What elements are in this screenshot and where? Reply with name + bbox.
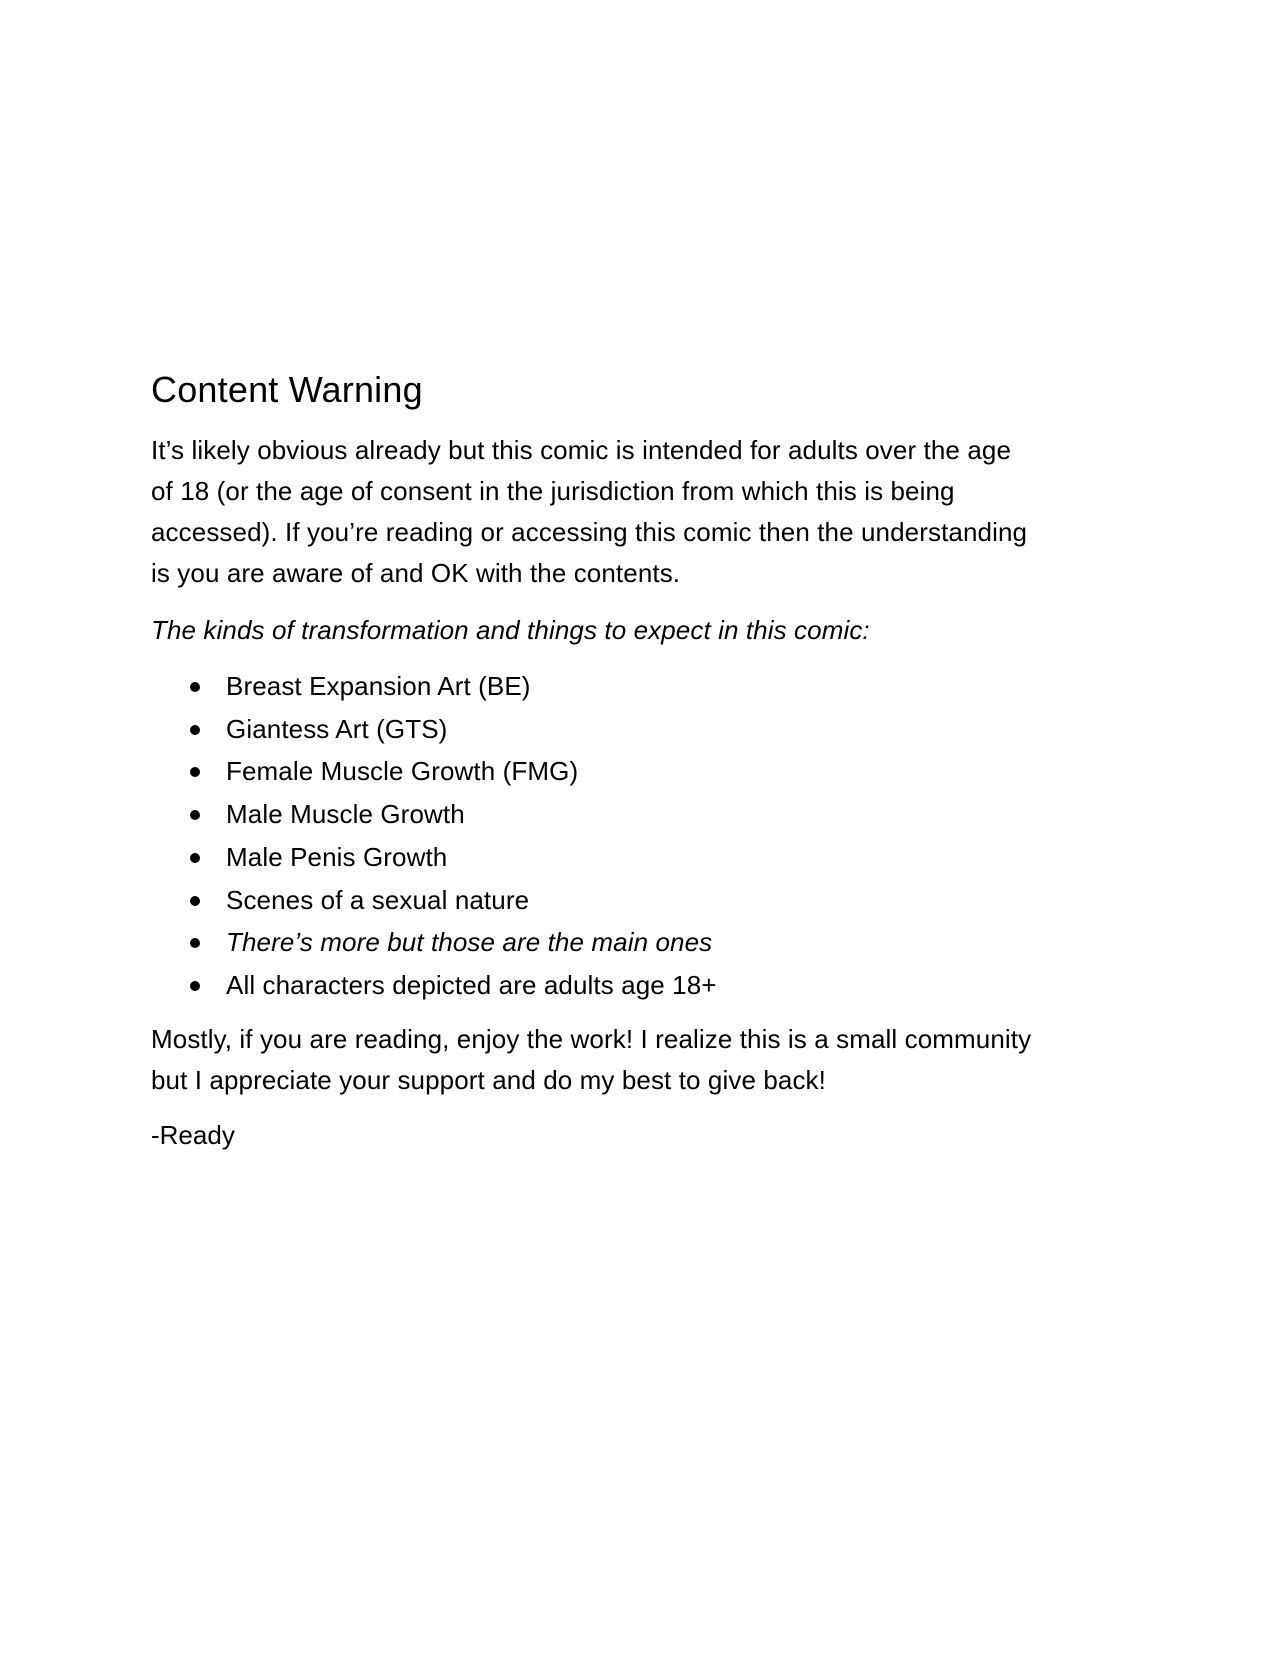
list-item-text: Breast Expansion Art (BE)	[226, 671, 531, 701]
bullet-icon	[190, 725, 200, 735]
list-item	[151, 665, 1151, 708]
bullet-icon	[190, 896, 200, 906]
list-item-text: Male Muscle Growth	[226, 799, 465, 830]
intro-line: It’s likely obvious already but this comic is intended for adults over the age	[151, 435, 1011, 465]
bullet-icon	[190, 810, 200, 820]
intro-line: of 18 (or the age of consent in the jurisdiction from which this is being	[151, 476, 955, 506]
closing-line: Mostly, if you are reading, enjoy the work! I realize this is a small community	[151, 1023, 1032, 1054]
list-item	[151, 879, 1151, 922]
list-item	[151, 750, 1151, 793]
closing-line: but I appreciate your support and do my best to give back!	[151, 1064, 826, 1095]
list-item	[151, 708, 1151, 751]
intro-line: is you are aware of and OK with the contents.	[151, 558, 681, 588]
intro-paragraph	[151, 430, 1151, 594]
list-item-text: All characters depicted are adults age 18+	[226, 969, 717, 1000]
list-item-text: Female Muscle Growth (FMG)	[226, 756, 579, 787]
bullet-icon	[190, 853, 200, 863]
page-title: Content Warning	[151, 369, 423, 410]
bullet-icon	[190, 981, 200, 991]
signature: -Ready	[151, 1119, 235, 1150]
list-item	[151, 793, 1151, 836]
intro-line: accessed). If you’re reading or accessing this comic then the understanding	[151, 517, 1028, 547]
list-item-text: Male Penis Growth	[226, 841, 448, 872]
list-item-text: There’s more but those are the main ones	[226, 927, 713, 958]
list-item	[151, 921, 1151, 964]
list-item-text: Giantess Art (GTS)	[226, 713, 448, 744]
content-list	[151, 665, 1151, 1007]
document-body	[151, 368, 1151, 1156]
bullet-icon	[190, 682, 200, 692]
bullet-icon	[190, 938, 200, 948]
list-intro: The kinds of transformation and things to expect in this comic:	[151, 615, 870, 645]
closing-paragraph	[151, 1019, 1151, 1101]
list-item	[151, 964, 1151, 1007]
list-item-text: Scenes of a sexual nature	[226, 884, 530, 915]
list-item	[151, 836, 1151, 879]
bullet-icon	[190, 767, 200, 777]
